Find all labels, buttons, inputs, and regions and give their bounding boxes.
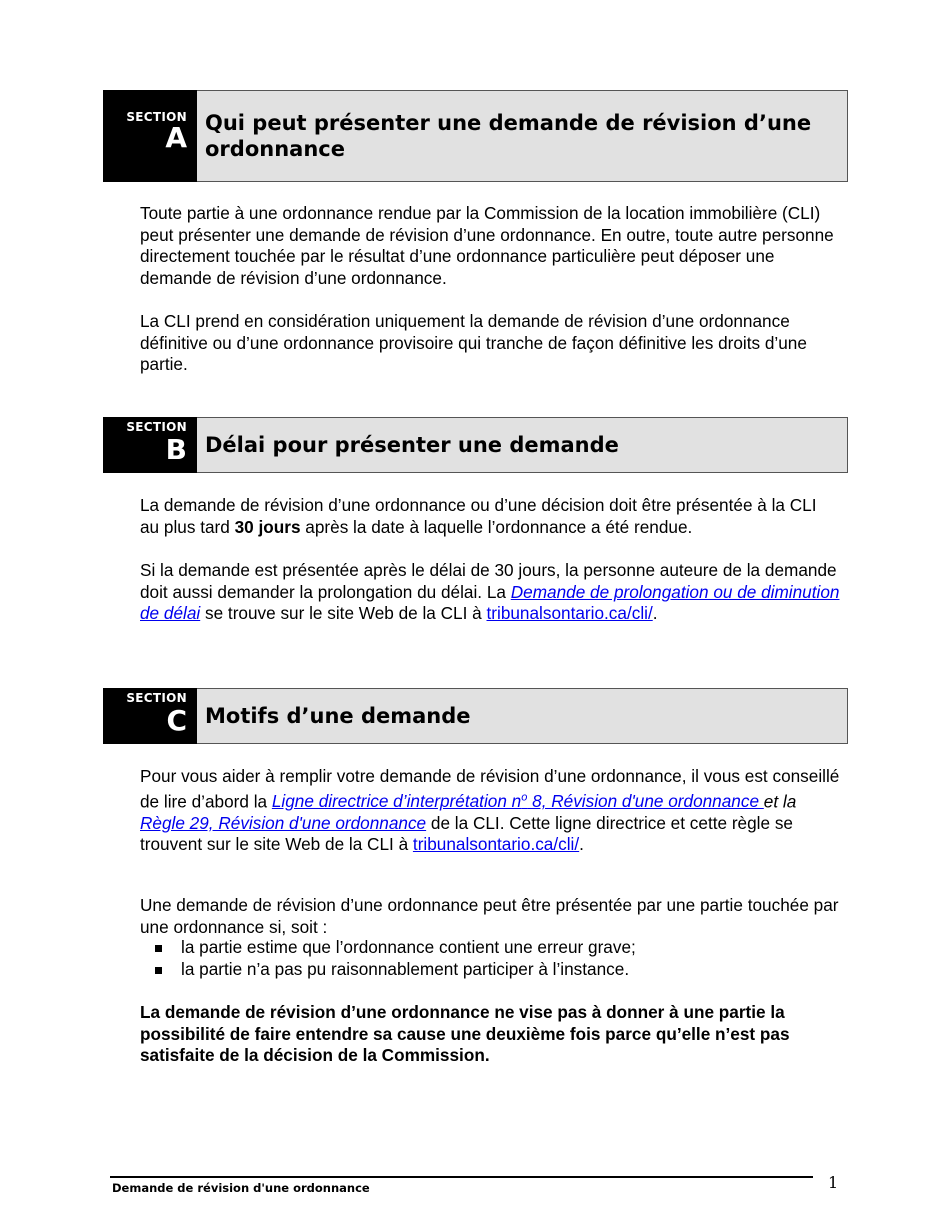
tribunal-site-link-c[interactable]: tribunalsontario.ca/cli/ <box>412 834 580 855</box>
section-b-p2-end: . <box>652 603 658 623</box>
section-c-paragraph-1 <box>140 766 840 856</box>
bullet-square-icon <box>155 945 162 952</box>
tribunal-site-link-b[interactable]: tribunalsontario.ca/cli/ <box>486 603 653 623</box>
section-c-bold-note: La demande de révision d’une ordonnance ne vise pas à donner à une partie la possibilité de faire entendre sa cause une deuxième fois parce qu’elle n’est pas satisfaite de la décision de la Commission. <box>140 1002 790 1065</box>
list-item-text: la partie estime que l’ordonnance contient une erreur grave; <box>181 937 636 957</box>
section-c-title: Motifs d’une demande <box>205 704 471 728</box>
section-c-p1-end: . <box>579 834 584 855</box>
footer-title: Demande de révision d'une ordonnance <box>112 1181 370 1195</box>
rule-29-link[interactable] <box>140 813 426 833</box>
guideline-8-link-sup: o <box>521 791 528 804</box>
section-c-paragraph-2: Une demande de révision d’une ordonnance peut être présentée par une partie touchée par une ordonnance si, soit : <box>140 895 839 937</box>
bullet-square-icon <box>155 967 162 974</box>
section-b-header <box>103 417 848 473</box>
section-b-word: SECTION <box>126 420 187 434</box>
guideline-8-link-text-a: Ligne directrice d’interprétation n <box>271 791 522 812</box>
extension-form-link-text: Demande de prolongation ou de diminution de délai <box>140 581 840 623</box>
section-c-p1-and: et la <box>763 791 797 812</box>
section-a-title-box <box>197 90 848 182</box>
section-b-title: Délai pour présenter une demande <box>205 433 619 457</box>
section-a-header <box>103 90 848 182</box>
section-b-p1-bold: 30 jours <box>234 516 301 537</box>
page-number: 1 <box>828 1173 839 1192</box>
section-a-letter: A <box>165 121 187 154</box>
section-b-tag <box>103 417 197 473</box>
grounds-list <box>140 937 840 980</box>
section-b-p1-text: La demande de révision d’une ordonnance ou d’une décision doit être présentée à la CLI au plus tard <box>140 495 817 537</box>
section-c-word: SECTION <box>126 691 187 705</box>
section-b-paragraph-2 <box>140 560 840 625</box>
section-a-title: Qui peut présenter une demande de révision d’une ordonnance <box>205 111 812 161</box>
section-c-header <box>103 688 848 744</box>
guideline-8-link[interactable] <box>272 791 764 811</box>
section-b-title-box <box>197 417 848 473</box>
section-a-word: SECTION <box>126 110 187 124</box>
section-b-p2-text-mid: se trouve sur le site Web de la CLI à <box>200 603 487 623</box>
section-a-tag <box>103 90 197 182</box>
section-b-p1-text-end: après la date à laquelle l’ordonnance a été rendue. <box>300 516 693 537</box>
section-b-p2-text: Si la demande est présentée après le délai de 30 jours, la personne auteure de la demande doit aussi demander la prolongation du délai. La <box>140 560 837 602</box>
section-a-paragraph-2: La CLI prend en considération uniquement la demande de révision d’une ordonnance définitive ou d’une ordonnance provisoire qui tranche de façon définitive les droits d’une partie. <box>140 311 807 374</box>
footer-divider <box>110 1176 813 1178</box>
list-item <box>140 937 840 959</box>
section-c-letter: C <box>166 704 187 737</box>
section-b-paragraph-1 <box>140 495 840 538</box>
section-b-letter: B <box>165 433 187 466</box>
section-c-title-box <box>197 688 848 744</box>
section-c-p1-text: Pour vous aider à remplir votre demande de révision d’une ordonnance, il vous est conseillé de lire d’abord la <box>140 766 840 812</box>
section-c-tag <box>103 688 197 744</box>
rule-29-link-text: Règle 29, Révision d'une ordonnance <box>140 812 427 833</box>
list-item <box>140 959 840 981</box>
list-item-text: la partie n’a pas pu raisonnablement participer à l’instance. <box>181 958 630 979</box>
section-c-p1-text-mid: de la CLI. Cette ligne directrice et cette règle se trouvent sur le site Web de la CLI à <box>140 812 793 855</box>
guideline-8-link-text-b: 8, Révision d'une ordonnance <box>527 791 764 812</box>
section-a-paragraph-1: Toute partie à une ordonnance rendue par la Commission de la location immobilière (CLI) peut présenter une demande de révision d’une ordonnance. En outre, toute autre personne directement touchée par le résultat d’une ordonnance particulière peut déposer une demande de révision d’une ordonnance. <box>140 203 834 288</box>
